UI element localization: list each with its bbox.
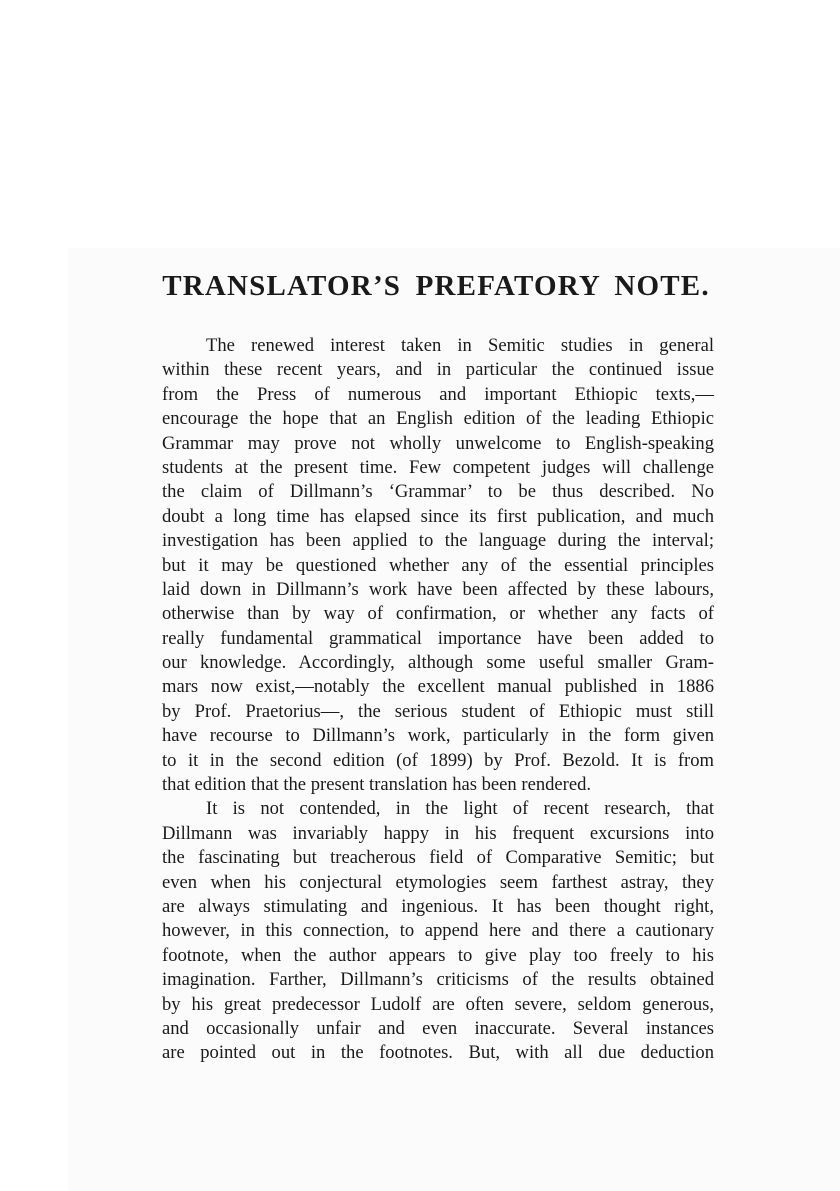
text-line: Grammar may prove not wholly unwelcome to English-speaking [162, 432, 714, 454]
text-line: encourage the hope that an English edition of the leading Ethiopic [162, 408, 714, 430]
text-line: even when his conjectural etymologies seem farthest astray, they [162, 871, 714, 893]
text-line: laid down in Dillmann’s work have been affected by these labours, [162, 578, 714, 600]
text-line: our knowledge. Accordingly, although some useful smaller Gram- [162, 652, 714, 674]
text-line: mars now exist,—notably the excellent manual published in 1886 [162, 676, 714, 698]
text-line: investigation has been applied to the language during the interval; [162, 530, 714, 552]
text-line: otherwise than by way of confirmation, or whether any facts of [162, 603, 714, 625]
text-line: The renewed interest taken in Semitic studies in general [206, 335, 714, 356]
text-line: the fascinating but treacherous field of Comparative Semitic; but [162, 847, 714, 869]
text-line: imagination. Farther, Dillmann’s criticisms of the results obtained [162, 969, 714, 991]
text-line: students at the present time. Few competent judges will challenge [162, 456, 714, 478]
text-line: the claim of Dillmann’s ‘Grammar’ to be thus described. No [162, 481, 714, 503]
text-line: by Prof. Praetorius—, the serious student of Ethiopic must still [162, 700, 714, 722]
text-line: that edition that the present translation has been rendered. [162, 774, 592, 796]
paragraph-1 [162, 334, 714, 797]
text-line: from the Press of numerous and important Ethiopic texts,— [162, 383, 714, 405]
text-line: but it may be questioned whether any of the essential principles [162, 554, 714, 576]
text-line: and occasionally unfair and even inaccurate. Several instances [162, 1017, 714, 1039]
text-line: It is not contended, in the light of recent research, that [206, 798, 714, 820]
text-line: Dillmann was invariably happy in his frequent excursions into [162, 822, 714, 844]
text-line: by his great predecessor Ludolf are often severe, seldom generous, [162, 993, 714, 1015]
text-line: really fundamental grammatical importance have been added to [162, 627, 714, 649]
page-title: TRANSLATOR’S PREFATORY NOTE. [162, 270, 710, 302]
text-line: doubt a long time has elapsed since its first publication, and much [162, 505, 714, 527]
text-line: footnote, when the author appears to give play too freely to his [162, 944, 714, 966]
text-line: are pointed out in the footnotes. But, with all due deduction [162, 1042, 714, 1064]
text-line: within these recent years, and in particular the continued issue [162, 359, 714, 381]
paragraph-2 [162, 797, 714, 1065]
text-line: however, in this connection, to append here and there a cautionary [162, 920, 714, 942]
prefatory-note-body [162, 334, 714, 1066]
text-line: are always stimulating and ingenious. It has been thought right, [162, 895, 714, 917]
text-line: have recourse to Dillmann’s work, particularly in the form given [162, 725, 714, 747]
text-line: to it in the second edition (of 1899) by Prof. Bezold. It is from [162, 749, 714, 771]
